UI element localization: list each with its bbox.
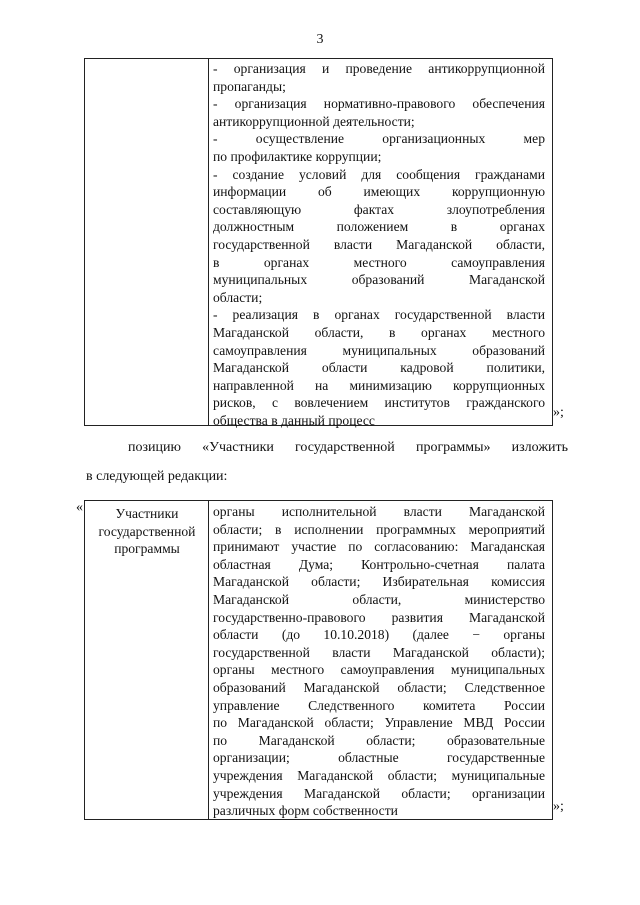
text-line: в органах местного самоуправления xyxy=(213,254,545,270)
table-column-divider xyxy=(208,501,209,819)
text-line: Магаданской области кадровой политики, xyxy=(213,360,545,376)
text-line: области (до 10.10.2018) (далее − органы xyxy=(213,627,545,643)
closing-quote-mark: »; xyxy=(553,405,564,420)
text-line: по Магаданской области; образовательные xyxy=(213,732,545,748)
text-line: пропаганды; xyxy=(213,78,286,94)
text-line: образований Магаданской области; Следственное xyxy=(213,679,545,695)
label-line: государственной xyxy=(98,523,196,539)
table-cell-participants-text xyxy=(213,503,545,820)
text-line: государственно-правового развития Магаданской xyxy=(213,609,545,625)
text-line: областная Дума; Контрольно-счетная палата xyxy=(213,556,545,572)
text-line: - организация и проведение антикоррупционной xyxy=(213,61,545,76)
opening-quote-mark: « xyxy=(76,500,83,515)
table-cell-participants-label xyxy=(88,505,206,558)
text-line: - осуществление организационных мер xyxy=(213,131,545,147)
text-line: по Магаданской области; Управление МВД России xyxy=(213,715,545,731)
text-line: государственной власти Магаданской области, xyxy=(213,236,545,252)
label-line: программы xyxy=(114,541,180,557)
text-line: рисков, с вовлечением институтов гражданского xyxy=(213,395,545,411)
text-line: Магаданской области, в органах местного xyxy=(213,324,545,340)
text-line: по профилактике коррупции; xyxy=(213,148,382,164)
text-line: области; в исполнении программных мероприятий xyxy=(213,521,545,537)
text-line: управление Следственного комитета России xyxy=(213,697,545,713)
text-line: должностным положением в органах xyxy=(213,219,545,235)
table-cell-tasks-text xyxy=(213,60,545,429)
closing-quote-mark: »; xyxy=(553,799,564,814)
text-line: области; xyxy=(213,289,263,305)
table-column-divider xyxy=(208,59,209,425)
text-line: учреждения Магаданской области; организации xyxy=(213,785,545,801)
text-line: - организация нормативно-правового обеспечения xyxy=(213,96,545,112)
text-line: принимают участие по согласованию: Магаданская xyxy=(213,539,545,555)
text-line: общества в данный процесс xyxy=(213,412,375,428)
paragraph-line-2: в следующей редакции: xyxy=(86,469,228,484)
text-line: составляющую фактах злоупотребления xyxy=(213,201,545,217)
page-number: 3 xyxy=(316,32,324,47)
text-line: муниципальных образований Магаданской xyxy=(213,272,545,288)
text-line: органы исполнительной власти Магаданской xyxy=(213,504,545,519)
text-line: антикоррупционной деятельности; xyxy=(213,113,415,129)
text-line: Магаданской области, министерство xyxy=(213,591,545,607)
text-line: информации об имеющих коррупционную xyxy=(213,184,545,200)
text-line: Магаданской области; Избирательная комиссия xyxy=(213,574,545,590)
text-line: самоуправления муниципальных образований xyxy=(213,342,545,358)
paragraph-line-1: позицию «Участники государственной программы» изложить xyxy=(128,440,568,455)
text-line: - создание условий для сообщения гражданами xyxy=(213,166,545,182)
label-line: Участники xyxy=(115,506,179,521)
text-line: направленной на минимизацию коррупционных xyxy=(213,377,545,393)
text-line: органы местного самоуправления муниципальных xyxy=(213,662,545,678)
text-line: учреждения Магаданской области; муниципальные xyxy=(213,767,545,783)
text-line: государственной власти Магаданской области); xyxy=(213,644,545,660)
text-line: - реализация в органах государственной власти xyxy=(213,307,545,323)
text-line: организации; областные государственные xyxy=(213,750,545,766)
text-line: различных форм собственности xyxy=(213,803,398,819)
